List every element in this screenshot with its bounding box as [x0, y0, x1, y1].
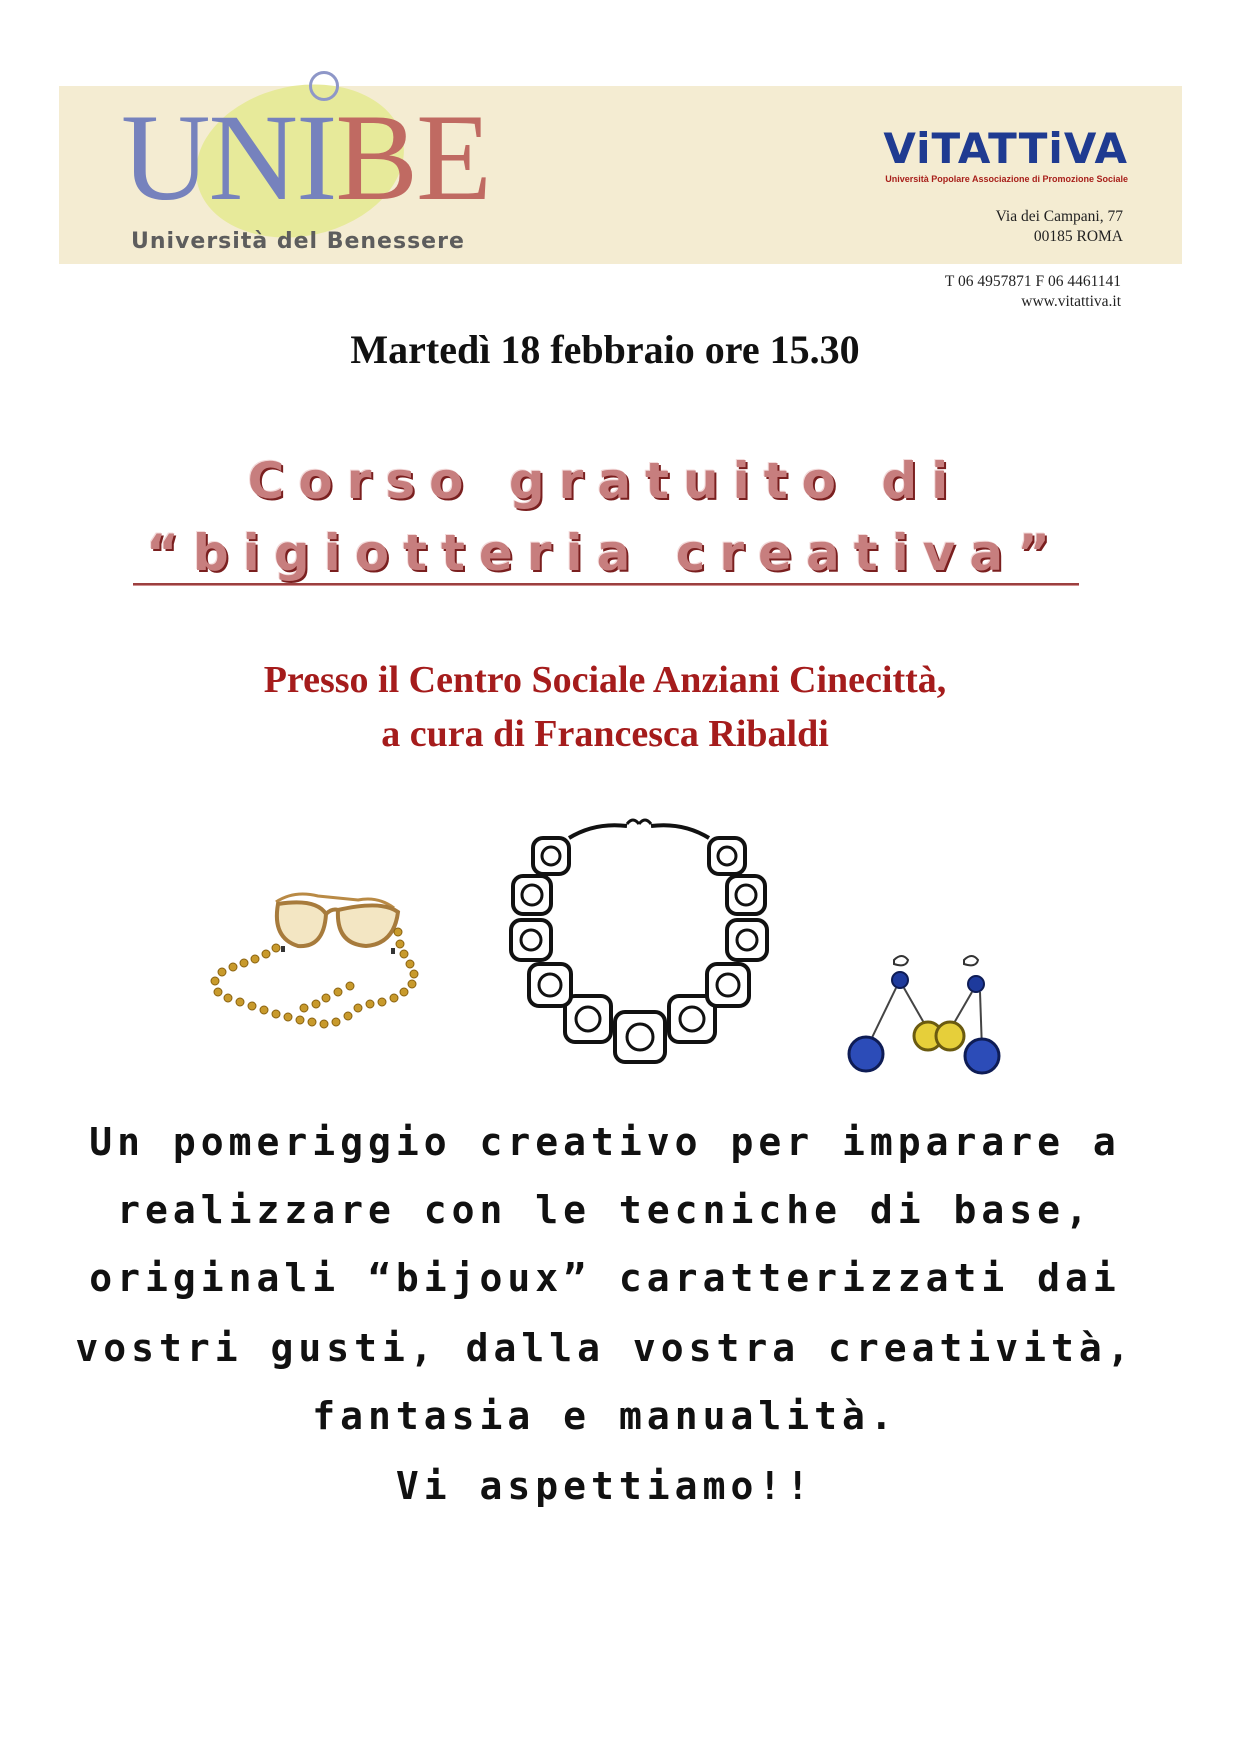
- vitattiva-subtitle: Università Popolare Associazione di Promozione Sociale: [885, 174, 1128, 184]
- necklace-icon: [503, 816, 775, 1078]
- venue-line-2: a cura di Francesca Ribaldi: [381, 713, 829, 755]
- course-title-line-1: Corso gratuito di: [247, 452, 963, 510]
- vitattiva-logo: ViTATTiVA: [883, 124, 1128, 173]
- unibe-subtitle: Università del Benessere: [131, 229, 465, 254]
- description-line-3: originali “bijoux” caratterizzati dai: [89, 1256, 1121, 1300]
- contact-website: www.vitattiva.it: [1021, 293, 1121, 310]
- earrings-icon: [838, 954, 1004, 1084]
- unibe-logo: [121, 89, 490, 226]
- unibe-logo-uni: UNI: [121, 89, 336, 226]
- address-line-2: 00185 ROMA: [1033, 228, 1123, 245]
- closing-line: Vi aspettiamo!!: [395, 1464, 815, 1508]
- contact-phone-fax: T 06 4957871 F 06 4461141: [944, 273, 1121, 290]
- address-line-1: Via dei Campani, 77: [995, 208, 1123, 225]
- unibe-logo-be: BE: [335, 89, 490, 226]
- description-line-1: Un pomeriggio creativo per imparare a: [89, 1120, 1121, 1164]
- description-line-2: realizzare con le tecniche di base,: [117, 1188, 1093, 1232]
- venue-line-1: Presso il Centro Sociale Anziani Cinecittà,: [263, 659, 947, 701]
- course-title-line-2: “bigiotteria creativa”: [146, 524, 1064, 582]
- description-line-5: fantasia e manualità.: [312, 1394, 898, 1438]
- glasses-chain-icon: [206, 888, 438, 1038]
- header-band: [59, 86, 1182, 264]
- event-date: Martedì 18 febbraio ore 15.30: [350, 327, 860, 372]
- description-line-4: vostri gusti, dalla vostra creatività,: [75, 1326, 1135, 1370]
- title-underline: [133, 583, 1079, 586]
